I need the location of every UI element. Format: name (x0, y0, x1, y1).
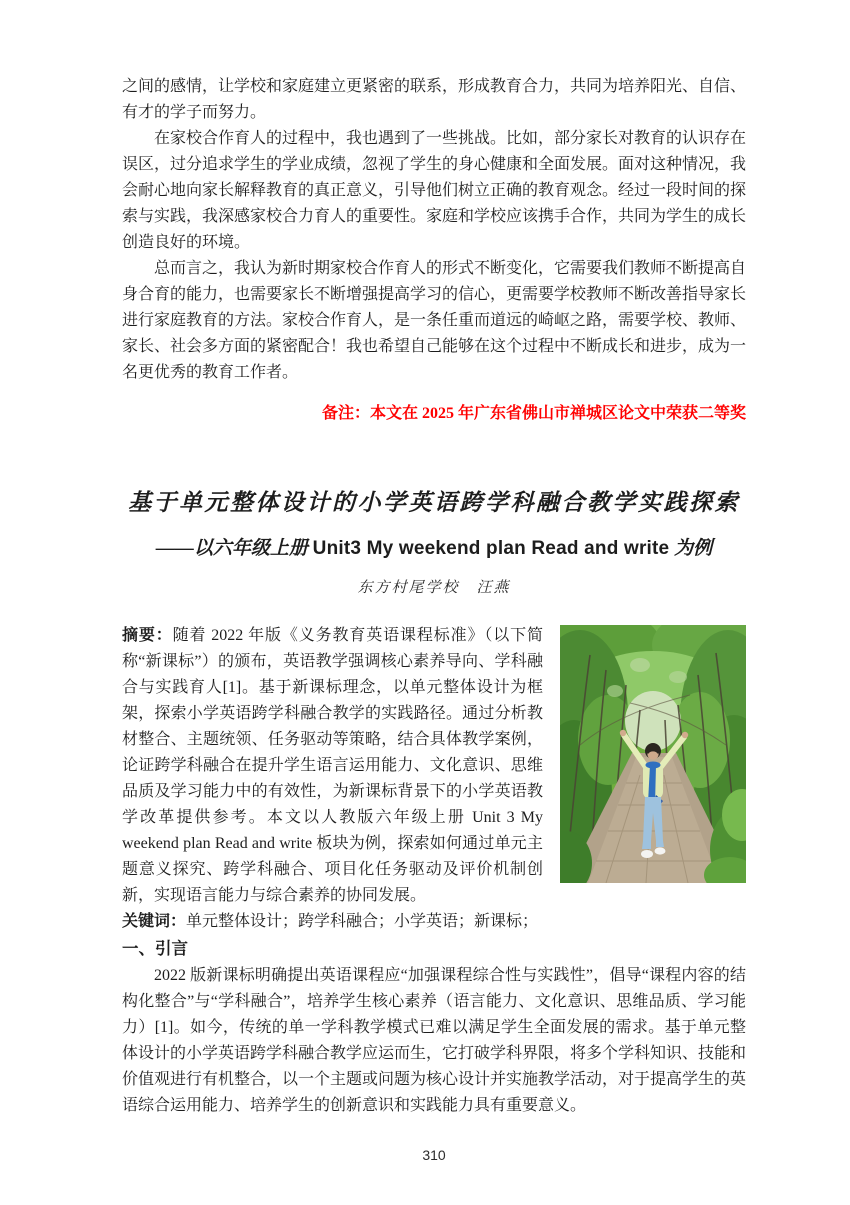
author-photo-illustration (560, 625, 746, 883)
abstract-label: 摘要： (122, 627, 173, 644)
prev-article-paragraph-continuation: 之间的感情，让学校和家庭建立更紧密的联系，形成教育合力，共同为培养阳光、自信、有才的学子而努力。 (122, 78, 747, 121)
abstract-text: 随着 2022 年版《义务教育英语课程标准》（以下简称“新课标”）的颁布，英语教学强调核心素养导向、学科融合与实践育人[1]。基于新课标理念，以单元整体设计为框架，探索小学英语跨学科融合教学的实践路径。通过分析教材整合、主题统领、任务驱动等策略，结合具体教学案例，论证跨学科融合在提升学生语言运用能力、文化意识、思维品质及学习能力中的有效性，为新课标背景下的小学英语教学改革提供参考。本文以人教版六年级上册 Unit 3 My weekend plan Read and write 板块为例，探索如何通过单元主题意义探究、跨学科融合、项目化任务驱动及评价机制创新，实现语言能力与综合素养的协同发展。 (122, 627, 543, 904)
article-author: 东方村尾学校 汪燕 (357, 580, 511, 596)
section-heading-introduction: 一、引言 (122, 940, 188, 958)
keywords-text: 单元整体设计；跨学科融合；小学英语；新课标； (186, 913, 539, 930)
prev-article-paragraph: 总而言之，我认为新时期家校合作育人的形式不断变化，它需要我们教师不断提高自身合育的能力，也需要家长不断增强提高学习的信心，更需要学校教师不断改善指导家长进行家庭教育的方法。家校合作育人，是一条任重而道远的崎岖之路，需要学校、教师、家长、社会多方面的紧密配合！我也希望自己能够在这个过程中不断成长和进步，成为一名更优秀的教育工作者。 (122, 260, 747, 381)
award-note: 备注：本文在 2025 年广东省佛山市禅城区论文中荣获二等奖 (321, 405, 746, 422)
subtitle-prefix: ——以六年级上册 (155, 538, 313, 559)
page-number: 310 (422, 1147, 446, 1163)
section-paragraph: 2022 版新课标明确提出英语课程应“加强课程综合性与实践性”，倡导“课程内容的结构化整合”与“学科融合”，培养学生核心素养（语言能力、文化意识、思维品质、学习能力）[1]。如今，传统的单一学科教学模式已难以满足学生全面发展的需求。基于单元整体设计的小学英语跨学科融合教学应运而生，它打破学科界限，将多个学科知识、技能和价值观进行有机整合，以一个主题或问题为核心设计并实施教学活动，对于提高学生的英语综合运用能力、培养学生的创新意识和实践能力具有重要意义。 (122, 967, 747, 1114)
keywords-line (122, 909, 746, 935)
author-photo (560, 625, 746, 883)
subtitle-suffix: 为例 (669, 538, 713, 559)
abstract-block (122, 623, 746, 909)
prev-article-paragraph: 在家校合作育人的过程中，我也遇到了一些挑战。比如，部分家长对教育的认识存在误区，过分追求学生的学业成绩，忽视了学生的身心健康和全面发展。面对这种情况，我会耐心地向家长解释教育的真正意义，引导他们树立正确的教育观念。经过一段时间的探索与实践，我深感家校合力育人的重要性。家庭和学校应该携手合作，共同为学生的成长创造良好的环境。 (122, 130, 747, 251)
article-title: 基于单元整体设计的小学英语跨学科融合教学实践探索 (128, 490, 740, 515)
subtitle-english: Unit3 My weekend plan Read and write (312, 538, 670, 559)
article-subtitle (122, 536, 746, 562)
keywords-label: 关键词： (122, 913, 187, 930)
